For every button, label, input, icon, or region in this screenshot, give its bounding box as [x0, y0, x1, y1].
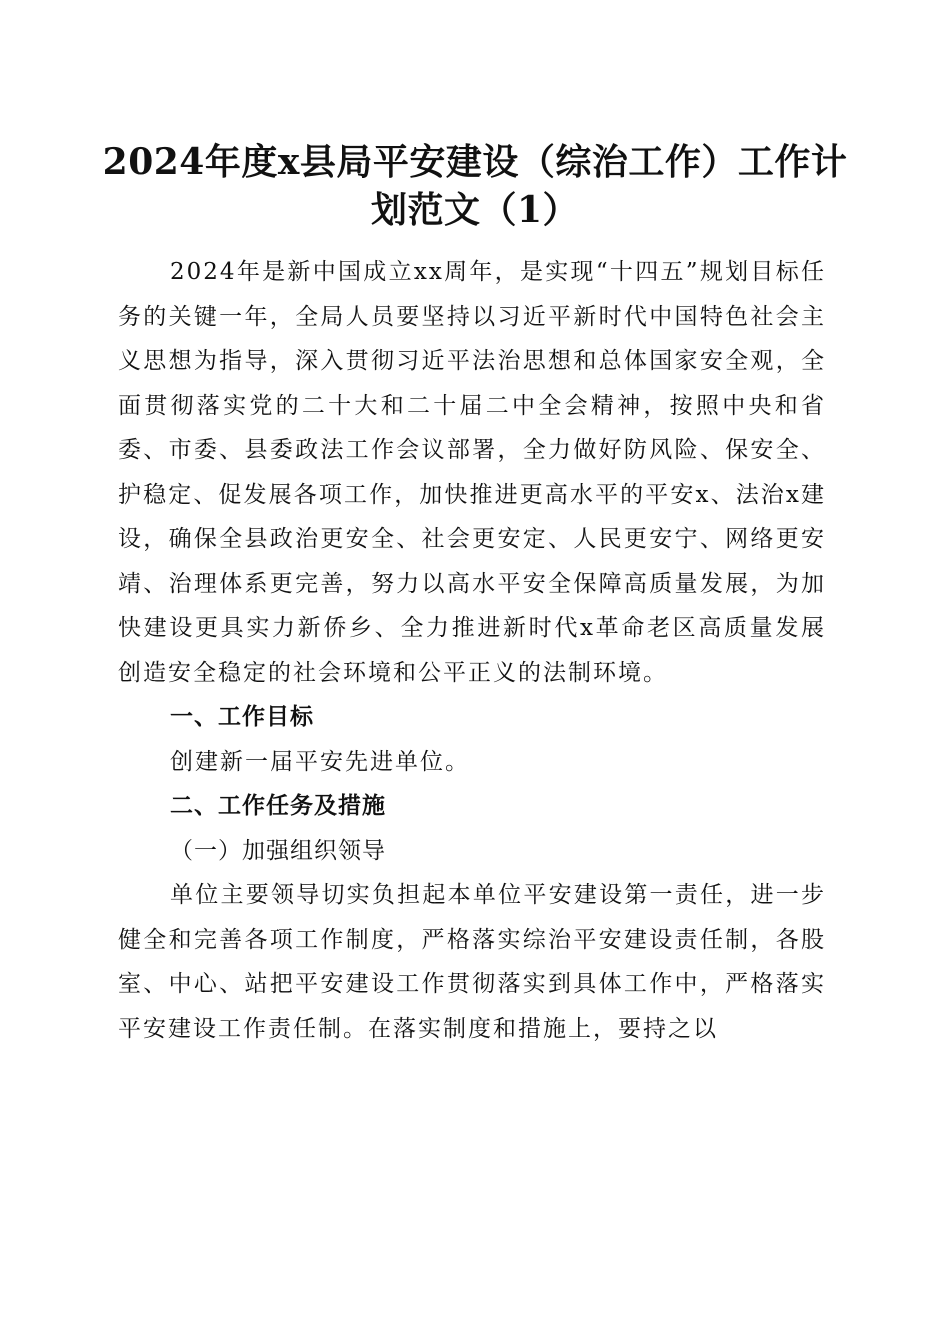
subsection-heading-leadership: （一）加强组织领导 [170, 837, 386, 864]
document-body [118, 250, 826, 1051]
section-heading-goals: 一、工作目标 [170, 704, 314, 730]
intro-paragraph: 2024年是新中国成立xx周年，是实现“十四五”规划目标任务的关键一年，全局人员要坚持以习近平新时代中国特色社会主义思想为指导，深入贯彻习近平法治思想和总体国家安全观，全面贯彻落实党的二十大和二十届二中全会精神，按照中央和省委、市委、县委政法工作会议部署，全力做好防风险、保安全、护稳定、促发展各项工作，加快推进更高水平的平安x、法治x建设，确保全县政治更安全、社会更安定、人民更安宁、网络更安靖、治理体系更完善，努力以高水平安全保障高质量发展，为加快建设更具实力新侨乡、全力推进新时代x革命老区高质量发展创造安全稳定的社会环境和公平正义的法制环境。 [118, 259, 826, 686]
section-heading-tasks: 二、工作任务及措施 [170, 793, 386, 819]
section-goals-text: 创建新一届平安先进单位。 [170, 748, 470, 775]
document-title: 2024年度x县局平安建设（综治工作）工作计划范文（1） [102, 141, 848, 231]
subsection-leadership-text: 单位主要领导切实负担起本单位平安建设第一责任，进一步健全和完善各项工作制度，严格落实综治平安建设责任制，各股室、中心、站把平安建设工作贯彻落实到具体工作中，严格落实平安建设工作责任制。在落实制度和措施上，要持之以 [118, 882, 826, 1042]
